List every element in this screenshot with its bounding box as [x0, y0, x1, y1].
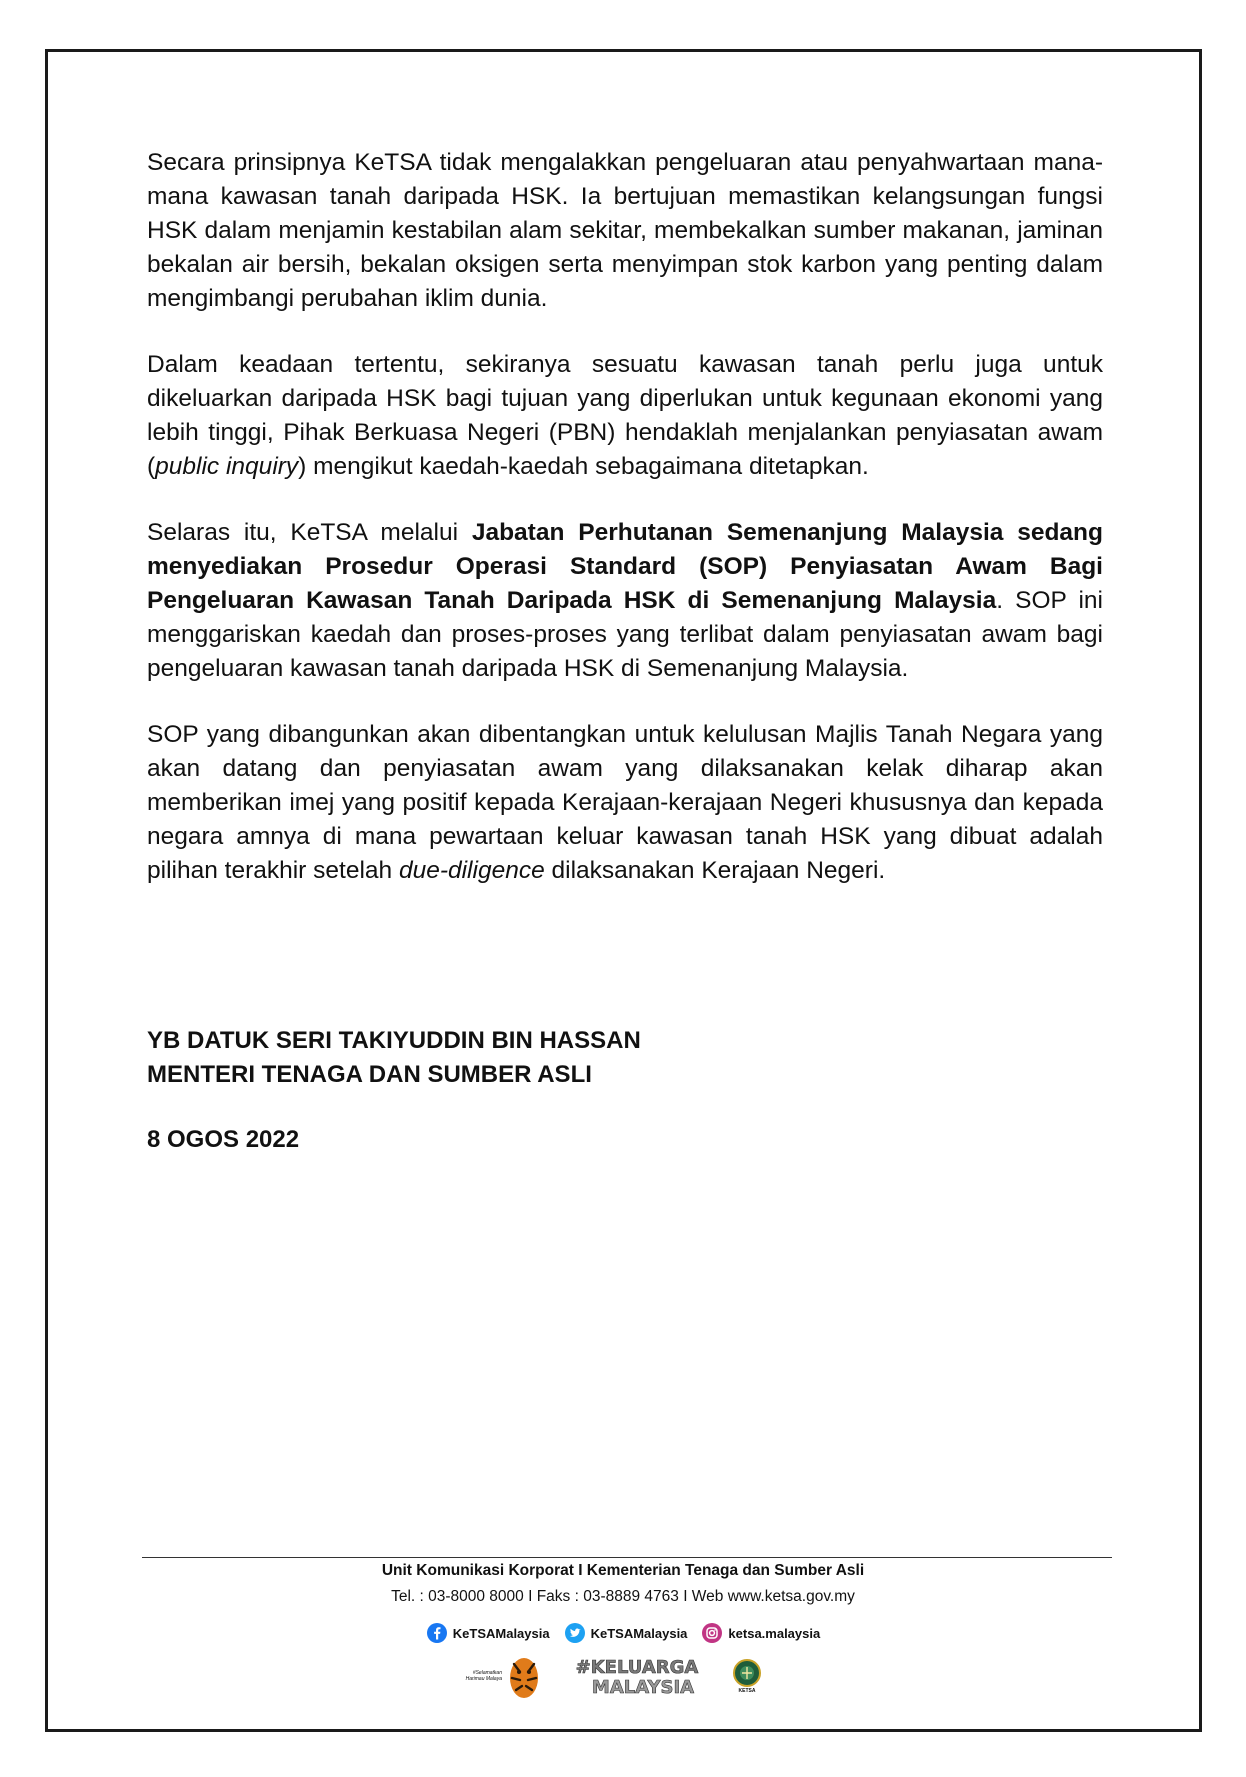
- ministry-emblem: [732, 1658, 762, 1694]
- paragraph-2-text-a: Dalam keadaan tertentu, sekiranya sesuatu kawasan tanah perlu juga untuk dikeluarkan daripada HSK bagi tujuan yang diperlukan untuk kegunaan ekonomi yang lebih tinggi, Pihak Berkuasa Negeri (PBN) hendaklah menjalankan penyiasatan awam (: [147, 351, 1103, 480]
- social-twitter[interactable]: [564, 1622, 688, 1644]
- footer-organisation: Unit Komunikasi Korporat I Kementerian Tenaga dan Sumber Asli: [381, 1562, 865, 1579]
- twitter-handle: KeTSAMalaysia: [590, 1625, 688, 1641]
- paragraph-1-text: Secara prinsipnya KeTSA tidak mengalakkan pengeluaran atau penyahwartaan mana-mana kawasan tanah daripada HSK. Ia bertujuan memastikan kelangsungan fungsi HSK dalam menjamin kestabilan alam sekitar, membekalkan sumber makanan, jaminan bekalan air bersih, bekalan oksigen serta menyimpan stok karbon yang penting dalam mengimbangi perubahan iklim dunia.: [147, 149, 1103, 312]
- paragraph-3-bold: Jabatan Perhutanan Semenanjung Malaysia sedang menyediakan Prosedur Operasi Standard (SOP) Penyiasatan Awam Bagi Pengeluaran Kawasan Tanah Daripada HSK di Semenanjung Malaysia: [147, 519, 1103, 614]
- twitter-icon: [564, 1622, 586, 1644]
- letter-body: [147, 146, 1103, 920]
- paragraph-4-text-a: SOP yang dibangunkan akan dibentangkan untuk kelulusan Majlis Tanah Negara yang akan datang dan penyiasatan awam yang dilaksanakan kelak diharap akan memberikan imej yang positif kepada Kerajaan-kerajaan Negeri khususnya dan kepada negara amnya di mana pewartaan keluar kawasan tanah HSK yang dibuat adalah pilihan terakhir setelah: [147, 721, 1103, 884]
- letter-date: 8 OGOS 2022: [147, 1126, 300, 1153]
- paragraph-2-italic: public inquiry: [155, 453, 299, 480]
- tiger-campaign-caption: #Selamatkan Harimau Malaya: [465, 1670, 502, 1682]
- paragraph-1: [147, 146, 1103, 316]
- paragraph-4-text-b: dilaksanakan Kerajaan Negeri.: [544, 857, 886, 884]
- signatory-name: YB DATUK SERI TAKIYUDDIN BIN HASSAN: [147, 1027, 641, 1054]
- paragraph-3: [147, 516, 1103, 686]
- social-links: [0, 1622, 1246, 1644]
- instagram-icon: [701, 1622, 723, 1644]
- ministry-emblem-caption: KETSA: [738, 1688, 756, 1694]
- footer-contact: Tel. : 03-8000 8000 I Faks : 03-8889 4763 I Web www.ketsa.gov.my: [391, 1588, 855, 1605]
- social-instagram[interactable]: [701, 1622, 820, 1644]
- social-facebook[interactable]: [426, 1622, 550, 1644]
- paragraph-3-text-a: Selaras itu, KeTSA melalui: [147, 519, 472, 546]
- keluarga-malaysia-logo: [567, 1654, 707, 1698]
- footer-divider: [142, 1557, 1112, 1558]
- instagram-handle: ketsa.malaysia: [728, 1625, 821, 1641]
- svg-text:MALAYSIA: MALAYSIA: [591, 1677, 695, 1698]
- ministry-emblem-icon: [732, 1658, 762, 1688]
- signature-block: [147, 1024, 641, 1092]
- footer-logos: [462, 1650, 762, 1702]
- paragraph-4-italic: due-diligence: [398, 857, 545, 884]
- facebook-icon: [426, 1622, 448, 1644]
- paragraph-2-text-b: ) mengikut kaedah-kaedah sebagaimana ditetapkan.: [298, 453, 869, 480]
- facebook-handle: KeTSAMalaysia: [452, 1625, 550, 1641]
- paragraph-2: [147, 348, 1103, 484]
- paragraph-3-text-b: . SOP ini menggariskan kaedah dan proses-proses yang terlibat dalam penyiasatan awam bagi pengeluaran kawasan tanah daripada HSK di Semenanjung Malaysia.: [147, 587, 1103, 682]
- signatory-title: MENTERI TENAGA DAN SUMBER ASLI: [147, 1061, 592, 1088]
- svg-text:#KELUARGA: #KELUARGA: [575, 1657, 699, 1678]
- tiger-icon: [506, 1652, 542, 1700]
- tiger-campaign-logo: [462, 1652, 542, 1700]
- paragraph-4: [147, 718, 1103, 888]
